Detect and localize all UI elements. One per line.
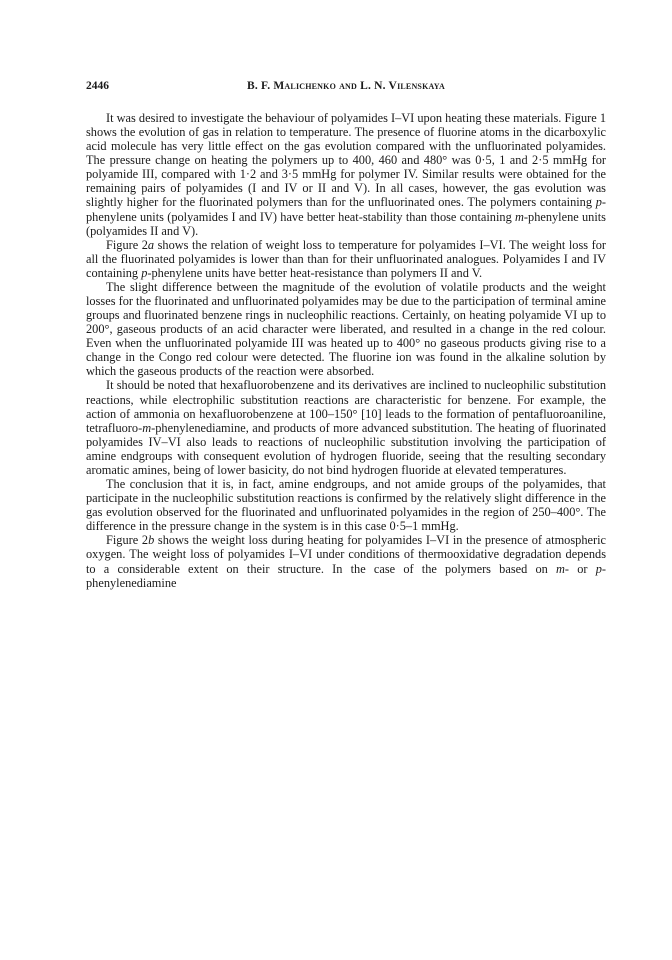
text-run: Figure 2 [106, 533, 149, 548]
italic-text: m [514, 209, 524, 224]
page-number: 2446 [86, 80, 109, 92]
text-run: Figure 2 [106, 237, 148, 252]
text-run: -phenylene units (polyamides I and IV) have better heat-stability than those containing [86, 195, 606, 224]
italic-text: p [141, 265, 148, 280]
paragraph-4 [86, 378, 606, 477]
paragraph-3 [86, 280, 606, 379]
text-run: shows the weight loss during heating for polyamides I–VI in the presence of atmospheric oxygen. The weight loss of polyamides I–VI under conditions of thermooxidative degradation depends to a considerable extent on their structure. In the case of the polymers based on [86, 533, 606, 576]
text-run: It should be noted that hexafluorobenzene and its derivatives are inclined to nucleophilic substitution reactions, while electrophilic substitution reactions are characteristic for benzene. For example, the action of ammonia on hexafluorobenzene at 100–150° [10] leads to the formation of pentafluoroaniline, tetrafluoro- [86, 378, 606, 435]
italic-text: p [595, 195, 602, 210]
italic-text: m [556, 561, 565, 576]
text-run: It was desired to investigate the behaviour of polyamides I–VI upon heating these materials. Figure 1 shows the evolution of gas in relation to temperature. The presence of fluorine atoms in the dicarboxylic acid molecule has very little effect on the gas evolution compared with the unfluorinated polyamides. The pressure change on heating the polymers up to 400, 460 and 480° was 0·5, 1 and 2·5 mmHg for polyamide III, compared with 1·2 and 3·5 mmHg for polymer IV. Similar results were obtained for the remaining pairs of polyamides (I and IV or II and V). In all cases, however, the gas evolution was slightly higher for the fluorinated polymers than for the unfluorinated ones. The polymers containing [86, 111, 606, 210]
paragraph-1 [86, 111, 606, 238]
paragraph-5 [86, 477, 606, 533]
running-head [86, 80, 606, 98]
italic-text: a [147, 237, 155, 252]
text-run: The slight difference between the magnitude of the evolution of volatile products and the weight losses for the fluorinated and unfluorinated polyamides may be due to the participation of terminal amine groups and fluorinated benzene rings in nucleophilic reactions. Certainly, on heating polyamide VI up to 200°, gaseous products of an acid character were liberated, and resulted in a change in the red colour. Even when the unfluorinated polyamide III was heated up to 400° no gaseous products giving rise to a change in the Congo red colour were detected. The fluorine ion was found in the alkaline solution by which the gaseous products of the reaction were absorbed. [86, 279, 606, 379]
italic-text: p [595, 561, 602, 576]
text-run: The conclusion that it is, in fact, amine endgroups, and not amide groups of the polyamides, that participate in the nucleophilic substitution reactions is confirmed by the relatively slight difference in the gas evolution observed for the fluorinated and unfluorinated polyamides in the region of 250–400°. The difference in the pressure change in the system is in this case 0·5–1 mmHg. [86, 477, 606, 534]
text-run: -phenylene units (polyamides II and V). [86, 209, 606, 238]
paragraph-6 [86, 533, 606, 589]
running-head-authors: B. F. Malichenko and L. N. Vilenskaya [247, 80, 445, 92]
italic-text: b [148, 533, 155, 548]
paragraph-2 [86, 238, 606, 280]
text-run: - or [564, 561, 596, 576]
body-text [86, 111, 606, 590]
italic-text: m [142, 420, 152, 435]
text-run: shows the relation of weight loss to temperature for polyamides I–VI. The weight loss for all the fluorinated polyamides is lower than than for their unfluorinated analogues. Polyamides I and IV containing [86, 237, 606, 280]
text-run: -phenylenediamine, and products of more advanced substitution. The heating of fluorinated polyamides IV–VI also leads to reactions of nucleophilic substitution involving the participation of amine endgroups with consequent evolution of hydrogen fluoride, seeing that the resulting secondary aromatic amines, being of lower basicity, do not bind hydrogen fluoride at elevated temperatures. [86, 420, 606, 477]
text-run: -phenylenediamine [86, 561, 606, 590]
text-run: -phenylene units have better heat-resistance than polymers II and V. [147, 265, 483, 280]
